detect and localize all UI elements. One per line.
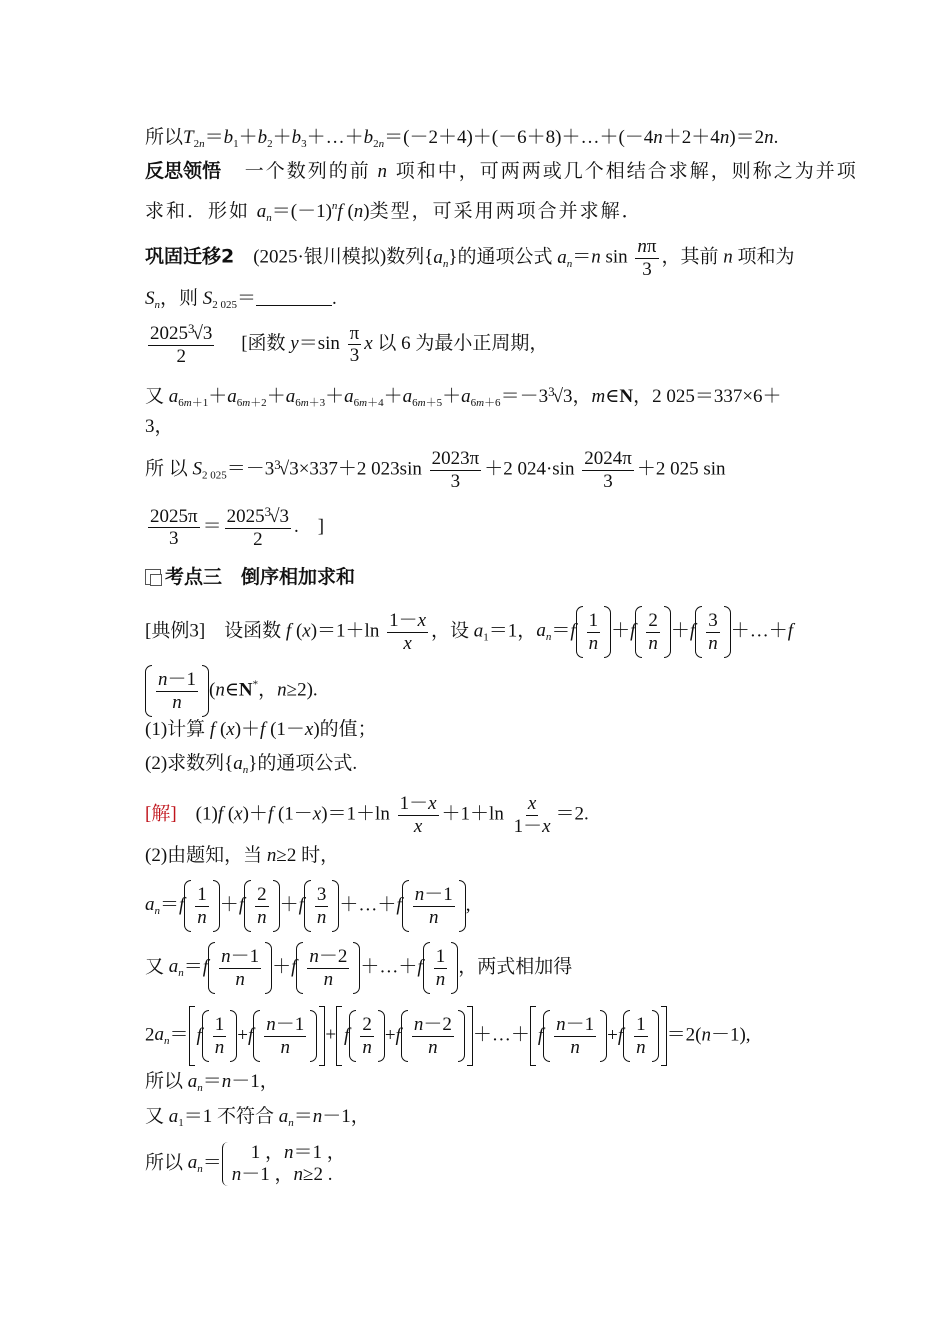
example-line-2: $\frac{n-1}{n}$ (n∈N*，n≥2).	[145, 665, 318, 717]
topic3-heading	[145, 563, 355, 592]
two-an-line: $2a_n=$ f $\frac{1}{n}$ + f $\frac{n-1}{n}$ + f $\frac{2}{n}$ + f $\frac{n-2}{n}$ ＋…＋ f $\frac{n-1}{n}$ + f $\frac{1}{n}$ ＝2(n－1),	[145, 1006, 751, 1066]
so-S2025-line: 所 以 $S_{2 025}=-3^3√3\times 337+2$ 023sin $\frac{2023\pi}{3}$ ＋2 024·sin $\frac{2024\pi}{3}$ ＋2 025 sin	[145, 448, 726, 492]
consolidate-line-2: $S_n$，则 $S_{2 025}=$ .	[145, 288, 337, 311]
question-1: (1)计算 f (x)＋f (1－x)的值；	[145, 719, 377, 740]
an-sum-forward: $a_n=f$ $\frac{1}{n}$ ＋f $\frac{2}{n}$ ＋f $\frac{3}{n}$ ＋…＋f $\frac{n-1}{n}$ ,	[145, 880, 470, 932]
reflect-label: 反思领悟	[145, 160, 222, 182]
reflect-line-1: 反思领悟 一个数列的前 n 项和中，可两两或几个相结合求解，则称之为并项	[145, 160, 858, 182]
question-2: (2)求数列$\{a_n\}$的通项公式.	[145, 753, 358, 776]
reflect-line-2: 求和．形如 $a_n=(-1)^nf$ (n)类型，可采用两项合并求解．	[145, 200, 643, 224]
again-line: 又 $a_{6m+1}+a_{6m+2}+a_{6m+3}+a_{6m+4}+a_{6m+5}+a_{6m+6}=-3^3√3$，m∈N，2 025＝337×6＋	[145, 384, 782, 409]
topic3-title: 考点三 倒序相加求和	[165, 566, 356, 588]
an-sum-reverse: 又 $a_n=f$ $\frac{n-1}{n}$ ＋f $\frac{n-2}{n}$ ＋…＋f $\frac{1}{n}$ ，两式相加得	[145, 942, 572, 994]
three-line: 3，	[145, 416, 174, 437]
topic-icon	[145, 569, 161, 585]
consolidate-label: 巩固迁移2	[145, 245, 235, 268]
consolidate-line-1: 巩固迁移2 (2025·银川模拟)数列$\{a_n\}$的通项公式 $a_n=n$ sin $\frac{n\pi}{3}$ ，其前 n 项和为	[145, 236, 795, 280]
solution-1: [解] (1)f (x)＋f (1－x)＝1＋ln $\frac{1-x}{x}$ ＋1＋ln $\frac{x}{1-x}$ ＝2.	[145, 793, 589, 837]
solution-2-intro: (2)由题知，当 n≥2 时，	[145, 845, 340, 866]
answer-line: $\frac{2025^3√3}{2}$ [函数 y＝sin $\frac{\pi}{3}$ x 以 6 为最小正周期，	[150, 321, 549, 367]
answer-blank	[256, 287, 332, 306]
final-line: 所以 $a_n=$ 1 ，n＝1 ， n－1 ，n≥2 .	[145, 1142, 346, 1185]
again-a1-line: 又 $a_1=1$ 不符合 $a_n=n-1$，	[145, 1106, 370, 1129]
result-line: $\frac{2025\pi}{3}$ ＝ $\frac{2025^3√3}{2}$ . ]	[150, 504, 325, 550]
example-label: [典例3]	[145, 620, 206, 642]
line-T2n: 所以$T_{2n}=b_1+b_2+b_3+\dots+b_{2n}=(-2+4)+(-6+8)+\dots+(-4n+2+4n)=2n$.	[145, 127, 779, 150]
solve-label: [解]	[145, 803, 177, 825]
so-an-line: 所以 $a_n=n-1$，	[145, 1071, 279, 1094]
example-line-1: [典例3] 设函数 f (x)＝1＋ln $\frac{1-x}{x}$ ，设 $a_1=1$，$a_n=f$ $\frac{1}{n}$ ＋f $\frac{2}{n}$ ＋f $\frac{3}{n}$ ＋…＋f	[145, 606, 793, 658]
